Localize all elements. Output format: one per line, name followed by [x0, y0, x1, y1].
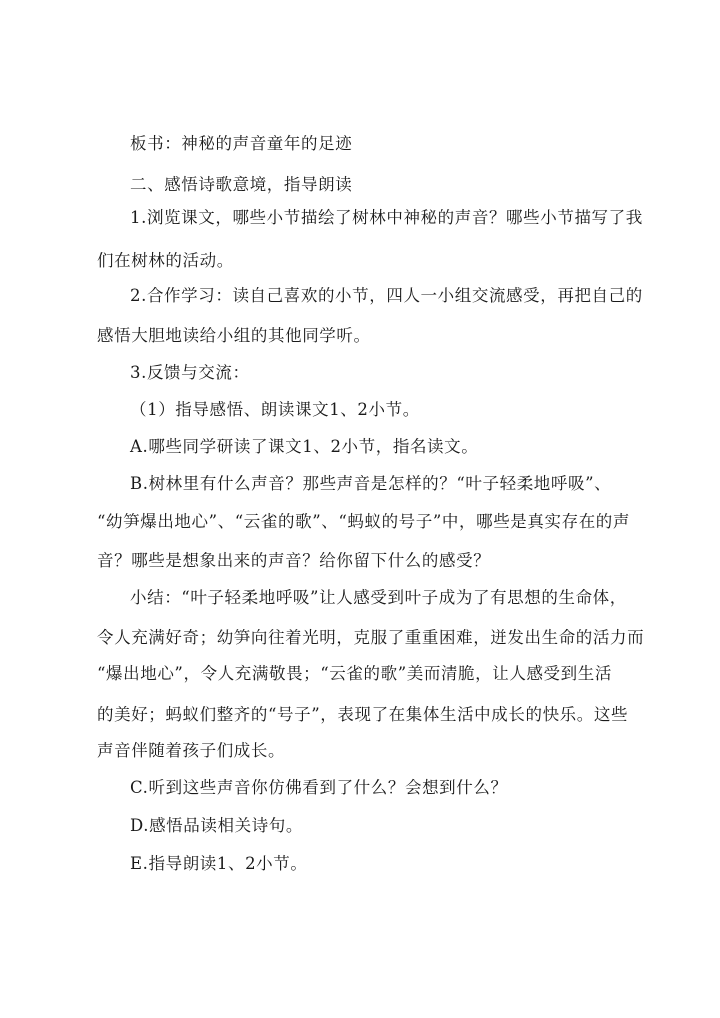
- paragraph-line: 3.反馈与交流：: [130, 363, 250, 382]
- paragraph-line: 2.合作学习：读自己喜欢的小节，四人一小组交流感受，再把自己的: [130, 286, 643, 305]
- summary-line: 令人充满好奇；幼笋向往着光明，克服了重重困难，迸发出生命的活力而: [97, 628, 645, 647]
- summary-line: 声音伴随着孩子们成长。: [97, 741, 286, 760]
- paragraph-line: 感悟大胆地读给小组的其他同学听。: [97, 326, 371, 345]
- board-note-line: 板书：神秘的声音童年的足迹: [130, 134, 353, 153]
- paragraph-line: 1.浏览课文，哪些小节描绘了树林中神秘的声音？哪些小节描写了我: [130, 208, 643, 227]
- paragraph-line: 音？哪些是想象出来的声音？给你留下什么的感受？: [97, 551, 491, 570]
- paragraph-line: B.树林里有什么声音？那些声音是怎样的？“叶子轻柔地呼吸”、: [130, 474, 612, 493]
- paragraph-line: E.指导朗读1、2小节。: [130, 854, 308, 873]
- paragraph-line: “幼笋爆出地心”、“云雀的歌”、“蚂蚁的号子”中，哪些是真实存在的声: [97, 512, 631, 531]
- paragraph-line: C.听到这些声音你仿佛看到了什么？会想到什么？: [130, 778, 508, 797]
- paragraph-line: D.感悟品读相关诗句。: [130, 816, 303, 835]
- summary-line: 小结：“叶子轻柔地呼吸”让人感受到叶子成为了有思想的生命体，: [130, 588, 627, 607]
- paragraph-line: （1）指导感悟、朗读课文1、2小节。: [130, 400, 420, 419]
- summary-line: 的美好；蚂蚁们整齐的“号子”，表现了在集体生活中成长的快乐。这些: [97, 705, 629, 724]
- paragraph-line: 们在树林的活动。: [97, 251, 234, 270]
- paragraph-line: A.哪些同学研读了课文1、2小节，指名读文。: [130, 437, 479, 456]
- summary-line: “爆出地心”，令人充满敬畏；“云雀的歌”美而清脆，让人感受到生活: [97, 664, 612, 683]
- section-heading: 二、感悟诗歌意境，指导朗读: [130, 175, 353, 194]
